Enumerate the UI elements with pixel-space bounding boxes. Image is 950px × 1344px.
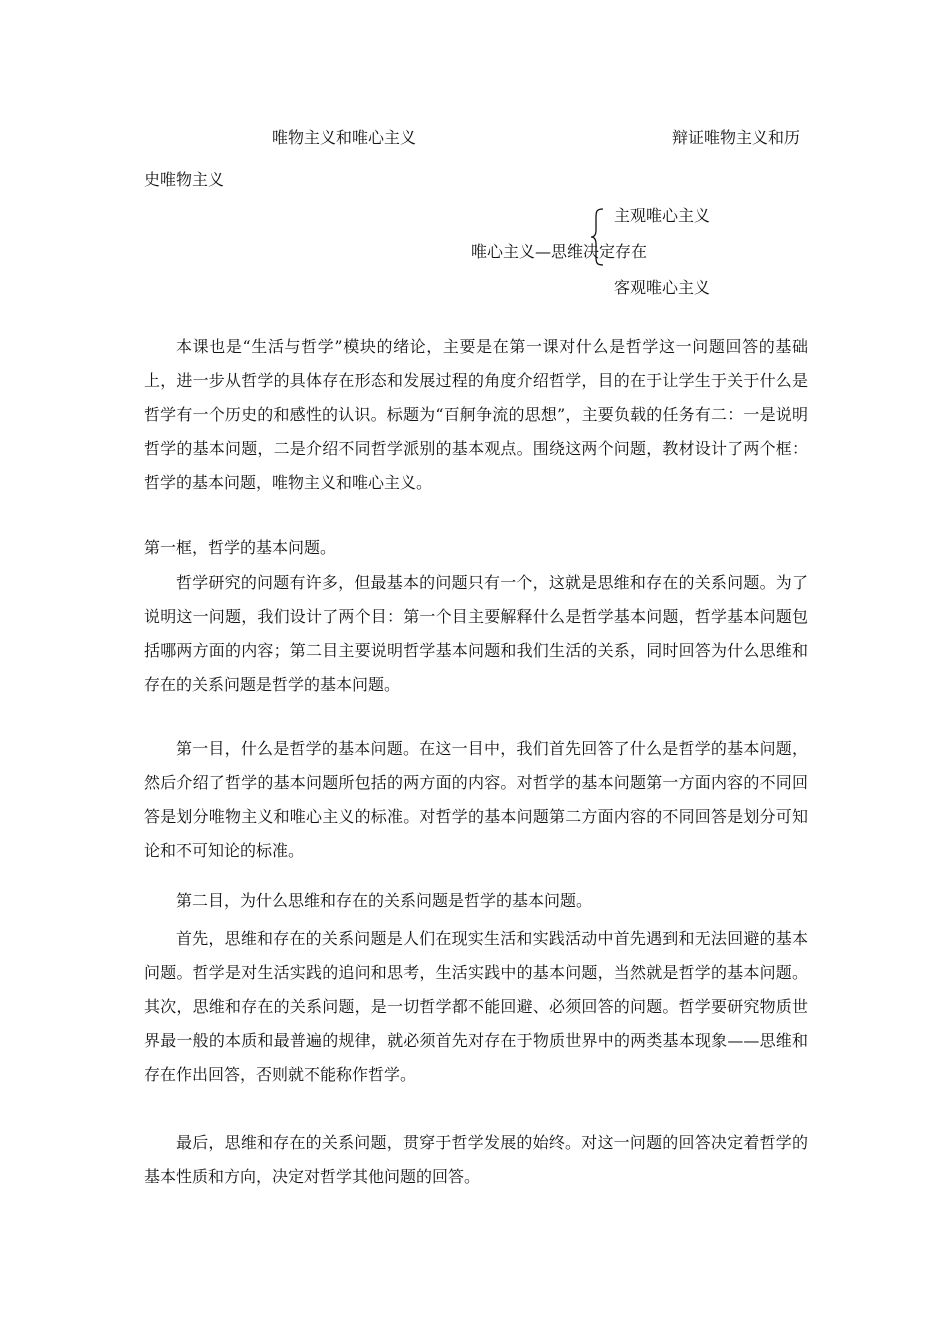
diagram-root: 唯心主义—思维决定存在	[471, 242, 648, 261]
diagram-branch-bottom: 客观唯心主义	[614, 278, 711, 297]
section-heading-first-frame: 第一框，哲学的基本问题。	[144, 538, 337, 557]
header-right-title-continued: 史唯物主义	[144, 170, 225, 189]
paragraph-finally: 最后，思维和存在的关系问题，贯穿于哲学发展的始终。对这一问题的回答决定着哲学的基本性质和方向，决定对哲学其他问题的回答。	[144, 1133, 808, 1186]
header-left-title: 唯物主义和唯心主义	[272, 128, 417, 147]
paragraph-second-item-heading: 第二目，为什么思维和存在的关系问题是哲学的基本问题。	[176, 891, 593, 910]
paragraph-first-item: 第一目，什么是哲学的基本问题。在这一目中，我们首先回答了什么是哲学的基本问题，然后介绍了哲学的基本问题所包括的两方面的内容。对哲学的基本问题第一方面内容的不同回答是划分唯物主义和唯心主义的标准。对哲学的基本问题第二方面内容的不同回答是划分可知论和不可知论的标准。	[144, 739, 808, 860]
intro-paragraph: 本课也是“生活与哲学”模块的绪论，主要是在第一课对什么是哲学这一问题回答的基础上，进一步从哲学的具体存在形态和发展过程的角度介绍哲学，目的在于让学生于关于什么是哲学有一个历史的和感性的认识。标题为“百舸争流的思想”，主要负载的任务有二：一是说明哲学的基本问题，二是介绍不同哲学派别的基本观点。围绕这两个问题，教材设计了两个框：哲学的基本问题，唯物主义和唯心主义。	[144, 337, 808, 492]
paragraph-firstly: 首先，思维和存在的关系问题是人们在现实生活和实践活动中首先遇到和无法回避的基本问题。哲学是对生活实践的追问和思考，生活实践中的基本问题，当然就是哲学的基本问题。其次，思维和存在的关系问题，是一切哲学都不能回避、必须回答的问题。哲学要研究物质世界最一般的本质和最普遍的规律，就必须首先对存在于物质世界中的两类基本现象——思维和存在作出回答，否则就不能称作哲学。	[144, 929, 808, 1084]
header-right-title: 辩证唯物主义和历	[672, 128, 801, 147]
diagram-branch-top: 主观唯心主义	[614, 206, 711, 225]
paragraph-basic-question: 哲学研究的问题有许多，但最基本的问题只有一个，这就是思维和存在的关系问题。为了说明这一问题，我们设计了两个目：第一个目主要解释什么是哲学基本问题，哲学基本问题包括哪两方面的内容；第二目主要说明哲学基本问题和我们生活的关系，同时回答为什么思维和存在的关系问题是哲学的基本问题。	[144, 573, 808, 694]
